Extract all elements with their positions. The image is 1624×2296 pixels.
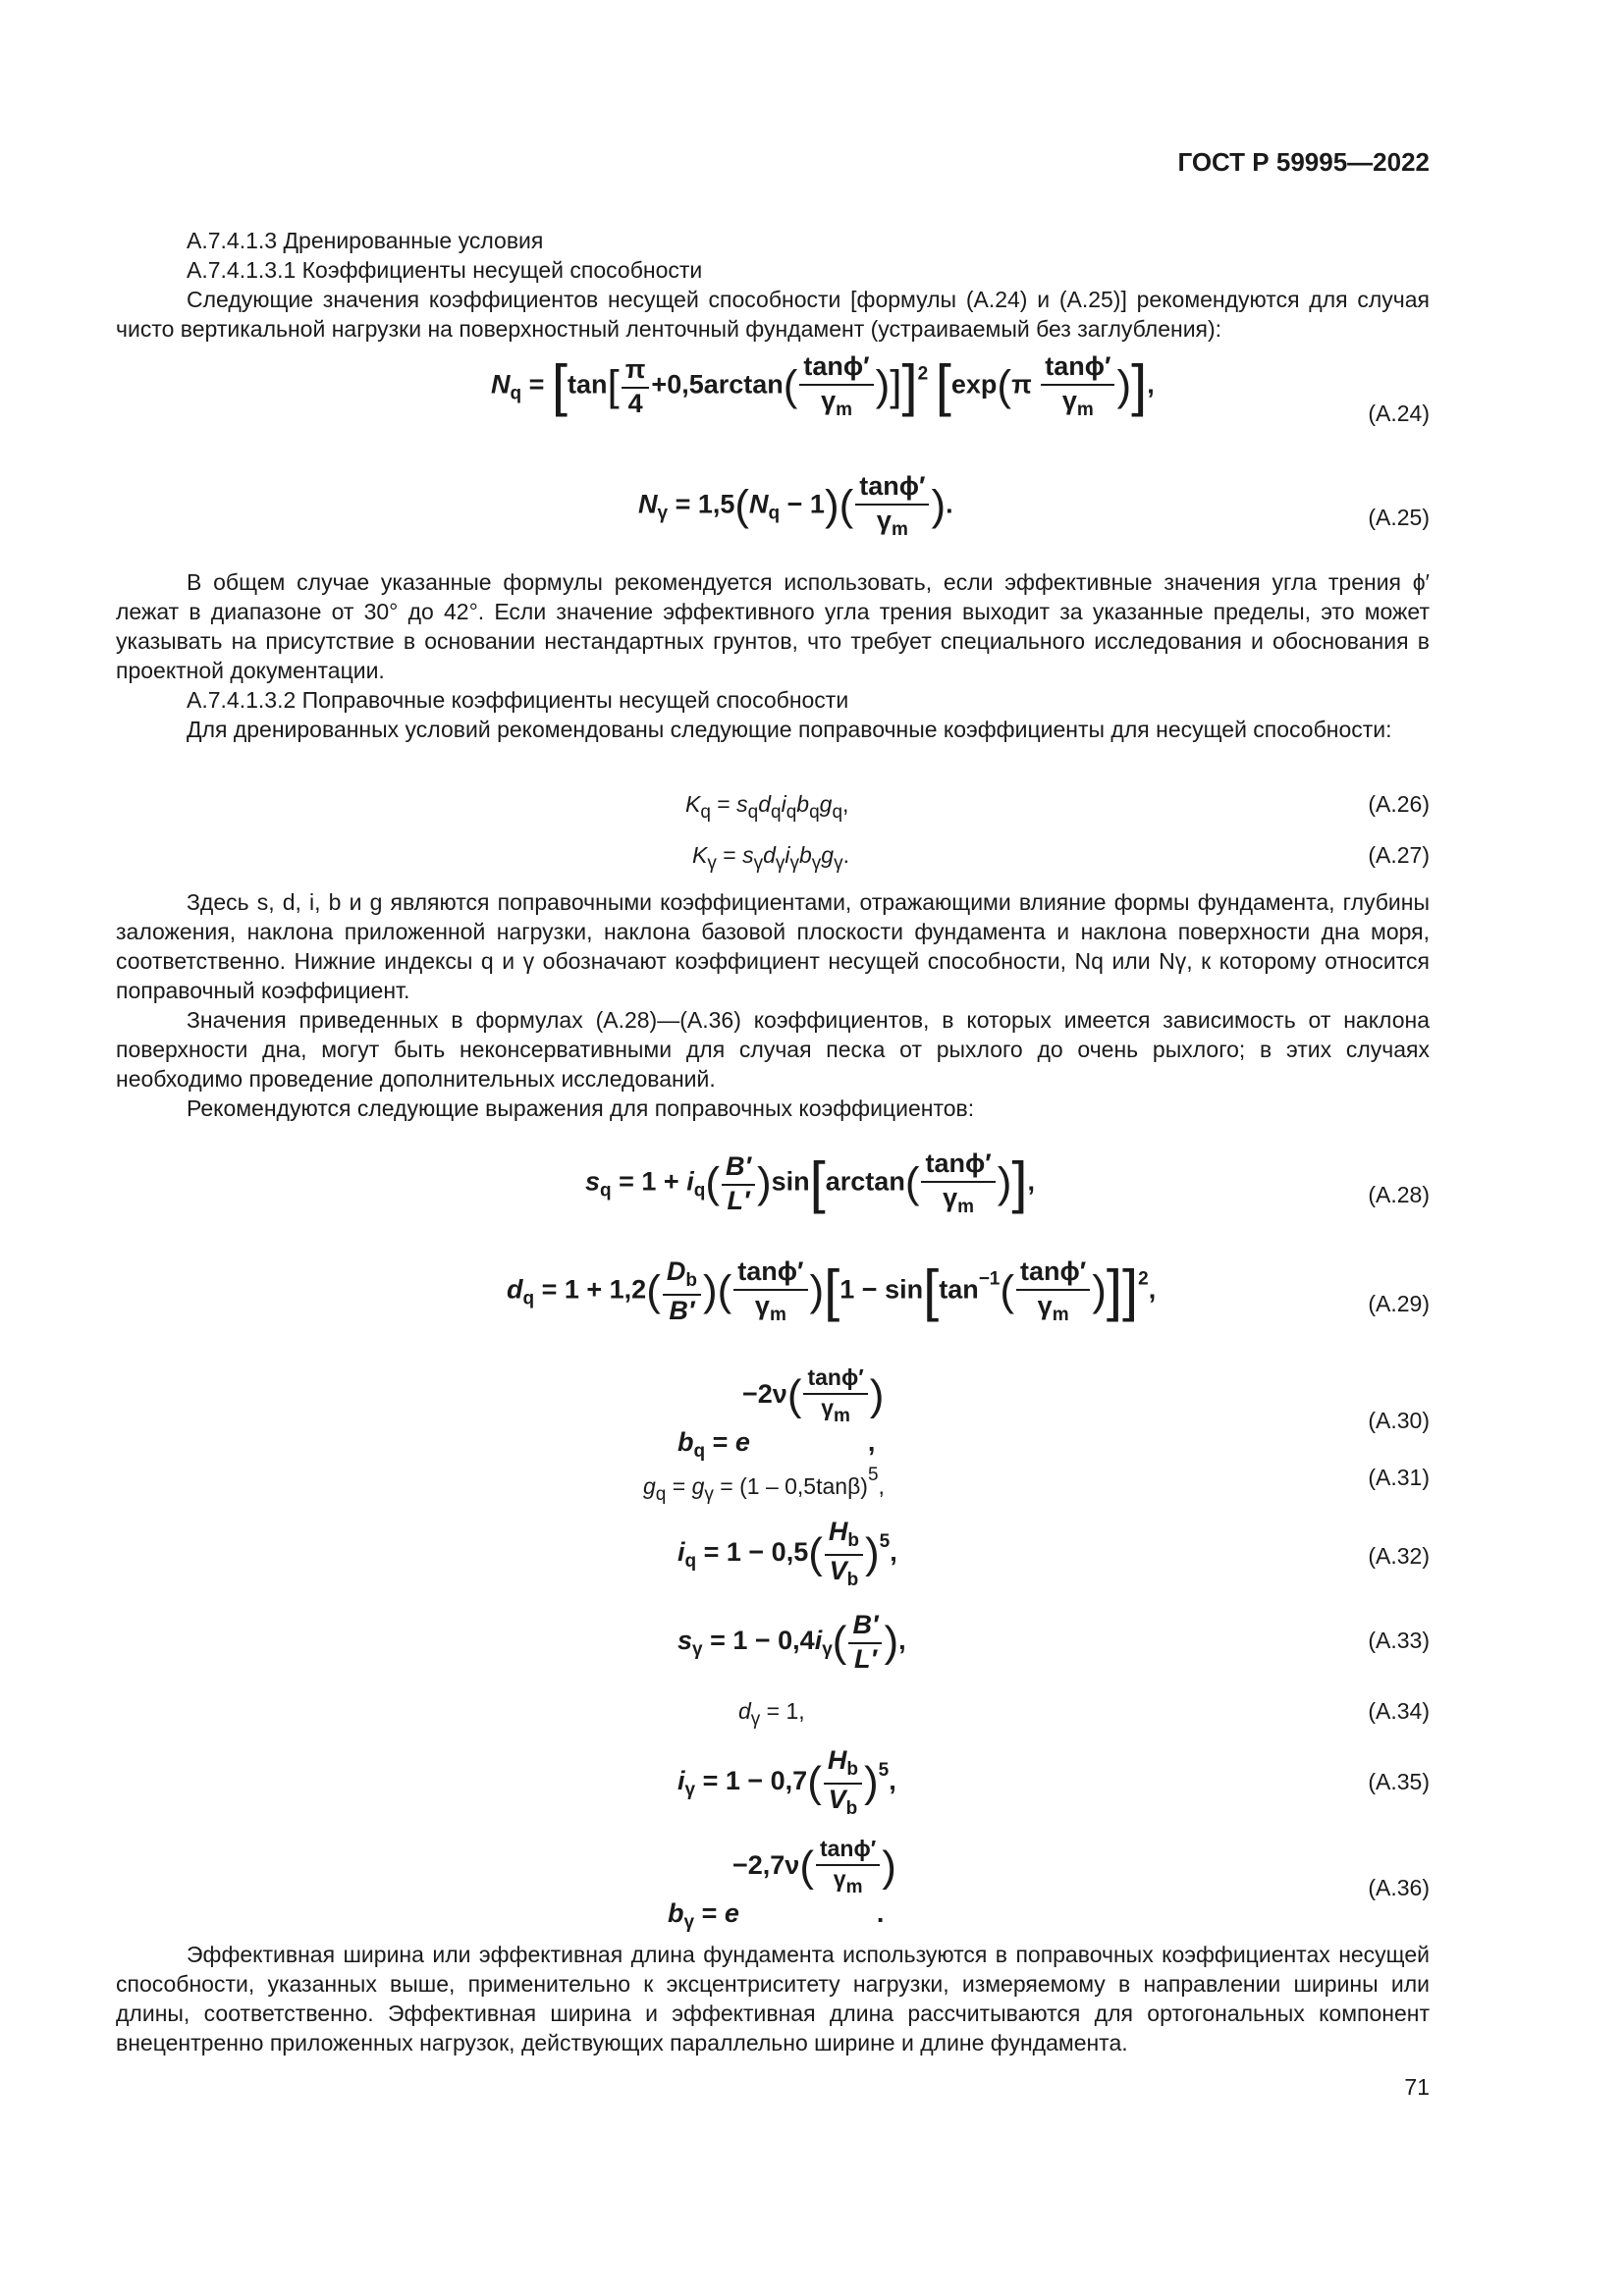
equation-number-a24: (А.24) — [1368, 400, 1430, 426]
equation-number-a31: (А.31) — [1368, 1465, 1430, 1490]
equation-a31: $g_q = g_\gamma = (1 - 0,5\tan\beta)^5$, — [643, 1465, 885, 1505]
equation-number-a25: (А.25) — [1368, 505, 1430, 530]
equation-a32: $i_q = 1 - 0,5$( $\frac{H_b}{V_b}$ )$^5$, — [677, 1517, 897, 1590]
equation-number-a36: (А.36) — [1368, 1875, 1430, 1900]
equation-number-a35: (А.35) — [1368, 1769, 1430, 1794]
equation-a24: $N_q = [\tan$[ $\frac{\pi}{4}$ +0,5arctan( $\frac{\tan\phi'}{\gamma_m}$ )]]$^2$ [exp(π $\frac{\tan\phi'}{\gamma_m}$ )], — [491, 351, 1155, 420]
equation-number-a30: (А.30) — [1368, 1408, 1430, 1433]
section-heading-a741332: А.7.4.1.3.2 Поправочные коэффициенты несущей способности — [187, 687, 849, 713]
equation-a30: −2ν( $\frac{\tan\phi'}{\gamma_m}$ ) $b_q = e$ , — [677, 1364, 885, 1462]
paragraph-correction-intro: Для дренированных условий рекомендованы следующие поправочные коэффициенты для несущей способности: — [187, 717, 1392, 742]
document-code-header: ГОСТ Р 59995—2022 — [1177, 147, 1430, 177]
paragraph-friction-angle: В общем случае указанные формулы рекомендуется использовать, если эффективные значения угла трения ϕ′ лежат в диапазоне от 30° до 42°. Если значение эффективного угла трения выходит за указанные пределы, это может указывать на присутствие в основании нестандартных грунтов, что требует специального исследования и обоснования в проектной документации. — [116, 569, 1430, 683]
paragraph-expressions-intro: Рекомендуются следующие выражения для поправочных коэффициентов: — [187, 1095, 975, 1121]
equation-number-a28: (А.28) — [1368, 1182, 1430, 1207]
equation-a34: $d_\gamma = 1$, — [738, 1698, 805, 1730]
equation-number-a27: (А.27) — [1368, 842, 1430, 868]
equation-number-a34: (А.34) — [1368, 1698, 1430, 1724]
equation-a26: $K_q = s_qd_qi_qb_qg_q$, — [685, 791, 849, 823]
equation-a35: $i_\gamma = 1 - 0,7$( $\frac{H_b}{V_b}$ )$^5$, — [677, 1745, 896, 1819]
section-heading-a74130: А.7.4.1.3 Дренированные условия — [187, 228, 544, 253]
paragraph-nonconservative: Значения приведенных в формулах (А.28)—(А.36) коэффициентов, в которых имеется зависимость от наклона поверхности дна, могут быть неконсервативными для случая песка от рыхлого до очень рыхлого; в этих случаях необходимо проведение дополнительных исследований. — [116, 1007, 1430, 1092]
paragraph-coefficients-meaning: Здесь s, d, i, b и g являются поправочными коэффициентами, отражающими влияние формы фундамента, глубины заложения, наклона приложенной нагрузки, наклона базовой плоскости фундамента и наклона поверхности дна моря, соответственно. Нижние индексы q и γ обозначают коэффициент несущей способности, Nq или Nγ, к которому относится поправочный коэффициент. — [116, 889, 1430, 1003]
page-number: 71 — [1404, 2074, 1430, 2100]
equation-a27: $K_\gamma = s_\gamma d_\gamma i_\gamma b_\gamma g_\gamma$. — [692, 842, 849, 874]
equation-a33: $s_\gamma = 1 - 0,4i_\gamma$( $\frac{B'}{L'}$ ), — [677, 1610, 906, 1674]
equation-a36: −2,7ν( $\frac{\tan\phi'}{\gamma_m}$ ) $b_\gamma = e$ . — [668, 1836, 896, 1933]
section-heading-a741331: А.7.4.1.3.1 Коэффициенты несущей способности — [187, 257, 703, 283]
equation-number-a26: (А.26) — [1368, 791, 1430, 817]
equation-number-a29: (А.29) — [1368, 1291, 1430, 1316]
equation-number-a32: (А.32) — [1368, 1543, 1430, 1569]
equation-a28: $s_q = 1 + i_q$( $\frac{B'}{L'}$ )sin[arctan( $\frac{\tan\phi'}{\gamma_m}$ )], — [585, 1148, 1035, 1217]
paragraph-bearing-intro: Следующие значения коэффициентов несущей способности [формулы (А.24) и (А.25)] рекомендуются для случая чисто вертикальной нагрузки на поверхностный ленточный фундамент (устраиваемый без заглубления): — [116, 287, 1430, 342]
equation-number-a33: (А.33) — [1368, 1628, 1430, 1653]
equation-a25: $N_\gamma = 1,5(N_q - 1)$( $\frac{\tan\phi'}{\gamma_m}$ ). — [638, 471, 953, 540]
equation-a29: $d_q = 1 + 1,2$( $\frac{D_b}{B'}$ )( $\frac{\tan\phi'}{\gamma_m}$ )[$1 - \sin[\tan^{-1}$( $\frac{\tan\phi'}{\gamma_m}$ )]]$^2$, — [507, 1256, 1157, 1325]
paragraph-effective-width: Эффективная ширина или эффективная длина фундамента используются в поправочных коэффициентах несущей способности, указанных выше, применительно к эксцентриситету нагрузки, измеряемому в направлении ширины или длины, соответственно. Эффективная ширина и эффективная длина рассчитываются для ортогональных компонент внецентренно приложенных нагрузок, действующих параллельно ширине и длине фундамента. — [116, 1942, 1430, 2056]
